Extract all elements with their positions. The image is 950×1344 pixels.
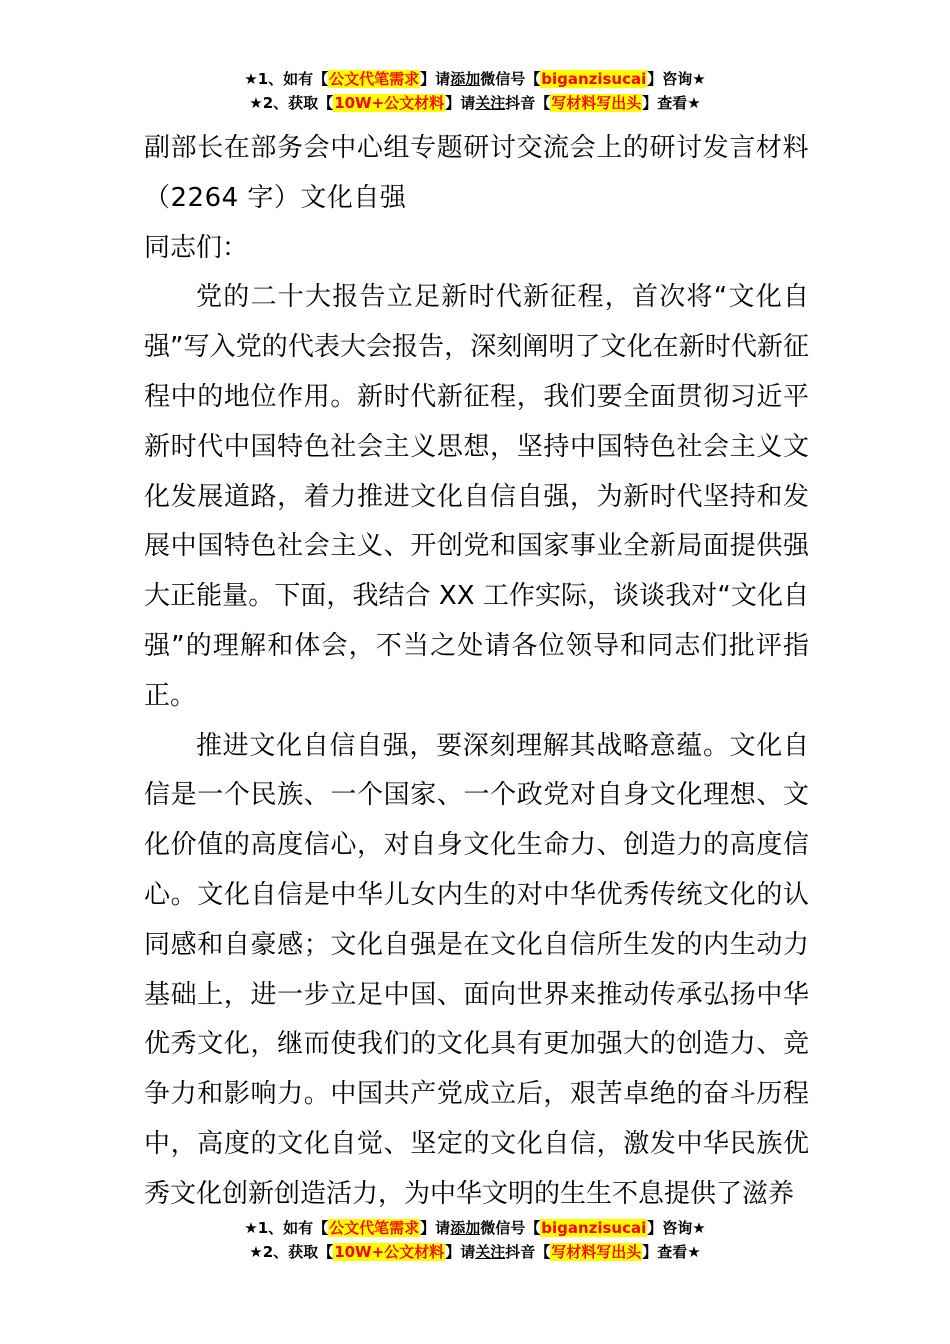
- promo-line-1: ★1、如有【公文代笔需求】请添加微信号【biganzisucai】咨询★: [244, 70, 706, 88]
- highlight-writing-service: 公文代笔需求: [329, 1219, 420, 1237]
- document-body: [144, 124, 809, 1220]
- paragraph-2: 推进文化自信自强，要深刻理解其战略意蕴。文化自信是一个民族、一个国家、一个政党对自身文化理想、文化价值的高度信心，对自身文化生命力、创造力的高度信心。文化自信是中华儿女内生的对中华优秀传统文化的认同感和自豪感；文化自强是在文化自信所生发的内生动力基础上，进一步立足中国、面向世界来推动传承弘扬中华优秀文化，继而使我们的文化具有更加强大的创造力、竞争力和影响力。中国共产党成立后，艰苦卓绝的奋斗历程中，高度的文化自觉、坚定的文化自信，激发中华民族优秀文化创新创造活力，为中华文明的生生不息提供了滋养: [144, 730, 809, 1209]
- promo-banner-bottom: [0, 1216, 950, 1264]
- highlight-wechat-id: biganzisucai: [541, 70, 647, 88]
- promo-line-2: ★2、获取【10W+公文材料】请关注抖音【写材料写出头】查看★: [249, 94, 701, 112]
- promo-line-1: ★1、如有【公文代笔需求】请添加微信号【biganzisucai】咨询★: [244, 1219, 706, 1237]
- highlight-wechat-id: biganzisucai: [541, 1219, 647, 1237]
- highlight-douyin-account: 写材料写出头: [551, 1243, 642, 1261]
- highlight-writing-service: 公文代笔需求: [329, 70, 420, 88]
- promo-line-2: ★2、获取【10W+公文材料】请关注抖音【写材料写出头】查看★: [249, 1243, 701, 1261]
- highlight-douyin-account: 写材料写出头: [551, 94, 642, 112]
- highlight-materials: 10W+公文材料: [334, 1243, 445, 1261]
- document-title: 副部长在部务会中心组专题研讨交流会上的研讨发言材料（2264 字）文化自强: [144, 133, 809, 213]
- paragraph-1: 党的二十大报告立足新时代新征程，首次将“文化自强”写入党的代表大会报告，深刻阐明了文化在新时代新征程中的地位作用。新时代新征程，我们要全面贯彻习近平新时代中国特色社会主义思想，坚持中国特色社会主义文化发展道路，着力推进文化自信自强，为新时代坚持和发展中国特色社会主义、开创党和国家事业全新局面提供强大正能量。下面，我结合 XX 工作实际，谈谈我对“文化自强”的理解和体会，不当之处请各位领导和同志们批评指正。: [144, 282, 809, 711]
- salutation: 同志们：: [144, 232, 249, 263]
- highlight-materials: 10W+公文材料: [334, 94, 445, 112]
- promo-banner-top: [0, 67, 950, 115]
